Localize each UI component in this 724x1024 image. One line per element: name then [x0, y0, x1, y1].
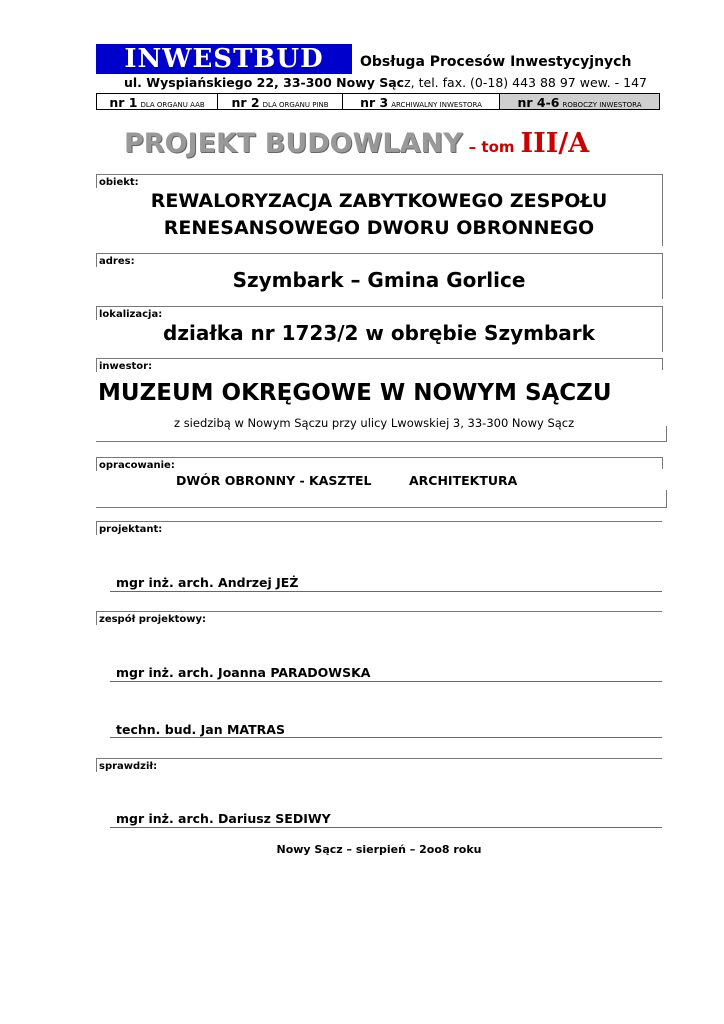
zespol-label: zespół projektowy:: [99, 614, 207, 625]
title-tom: – tom: [468, 138, 515, 156]
section-divider: [96, 758, 97, 772]
section-divider: [96, 441, 667, 442]
opracowanie-branch: ARCHITEKTURA: [409, 473, 518, 488]
obiekt-line-2: RENESANSOWEGO DWORU OBRONNEGO: [163, 217, 595, 239]
address-contact: z, tel. fax. (0-18) 443 88 97 wew. - 147: [404, 75, 647, 90]
copy-description: DLA ORGANU PINB: [262, 101, 329, 109]
section-divider: [662, 306, 663, 352]
copy-cell-1: [97, 94, 218, 109]
section-divider: [96, 457, 97, 471]
section-divider: [662, 457, 663, 469]
copy-number: nr 2: [231, 95, 260, 110]
company-address: [124, 75, 647, 90]
copy-cell-3: [343, 94, 500, 109]
section-divider: [96, 758, 662, 759]
section-divider: [96, 521, 97, 535]
section-divider: [96, 611, 662, 612]
section-divider: [666, 426, 667, 442]
projektant-name: mgr inż. arch. Andrzej JEŻ: [116, 575, 299, 590]
section-divider: [96, 507, 667, 508]
signature-line: [110, 827, 662, 828]
opracowanie-object: DWÓR OBRONNY - KASZTEL: [176, 473, 372, 488]
copy-description: ARCHIWALNY INWESTORA: [391, 101, 482, 109]
section-divider: [96, 611, 97, 625]
copy-number: nr 4-6: [517, 95, 560, 110]
company-tagline: Obsługa Procesów Inwestycyjnych: [360, 54, 632, 70]
document-title: [124, 128, 589, 159]
copy-cell-4: [500, 94, 659, 109]
section-divider: [662, 358, 663, 370]
sprawdzil-name: mgr inż. arch. Dariusz SEDIWY: [116, 811, 331, 826]
section-divider: [96, 174, 662, 175]
section-divider: [662, 174, 663, 246]
zespol-member-2: techn. bud. Jan MATRAS: [116, 722, 285, 737]
section-divider: [96, 306, 662, 307]
copy-number-table: [96, 93, 660, 110]
zespol-member-1: mgr inż. arch. Joanna PARADOWSKA: [116, 665, 371, 680]
inwestor-seat: z siedzibą w Nowym Sączu przy ulicy Lwowskiej 3, 33-300 Nowy Sącz: [174, 416, 575, 430]
copy-description: DLA ORGANU AAB: [140, 101, 205, 109]
address-street: ul. Wyspiańskiego 22, 33-300 Nowy Sąc: [124, 75, 405, 90]
section-divider: [96, 174, 97, 188]
adres-label: adres:: [99, 256, 135, 267]
title-main: PROJEKT BUDOWLANY: [124, 128, 463, 159]
lokalizacja-label: lokalizacja:: [99, 309, 163, 320]
section-divider: [96, 306, 97, 320]
copy-description: ROBOCZY INWESTORA: [562, 101, 642, 109]
section-divider: [662, 253, 663, 299]
projektant-label: projektant:: [99, 524, 163, 535]
signature-line: [110, 737, 662, 738]
lokalizacja-value: działka nr 1723/2 w obrębie Szymbark: [163, 321, 595, 345]
section-divider: [96, 253, 97, 267]
copy-number: nr 3: [360, 95, 389, 110]
adres-value: Szymbark – Gmina Gorlice: [232, 268, 526, 292]
section-divider: [96, 253, 662, 254]
section-divider: [96, 358, 97, 372]
signature-line: [110, 591, 662, 592]
section-divider: [96, 358, 662, 359]
copy-cell-2: [218, 94, 343, 109]
opracowanie-label: opracowanie:: [99, 460, 175, 471]
title-volume: III/A: [520, 128, 590, 159]
signature-line: [110, 681, 662, 682]
inwestor-name: MUZEUM OKRĘGOWE W NOWYM SĄCZU: [98, 380, 612, 406]
obiekt-line-1: REWALORYZACJA ZABYTKOWEGO ZESPOŁU: [150, 190, 608, 212]
place-and-date: Nowy Sącz – sierpień – 2oo8 roku: [276, 843, 482, 856]
obiekt-label: obiekt:: [99, 177, 139, 188]
sprawdzil-label: sprawdził:: [99, 761, 158, 772]
section-divider: [96, 521, 662, 522]
inwestor-label: inwestor:: [99, 361, 153, 372]
section-divider: [666, 490, 667, 508]
company-logo: INWESTBUD: [96, 44, 352, 74]
section-divider: [96, 457, 662, 458]
copy-number: nr 1: [109, 95, 138, 110]
